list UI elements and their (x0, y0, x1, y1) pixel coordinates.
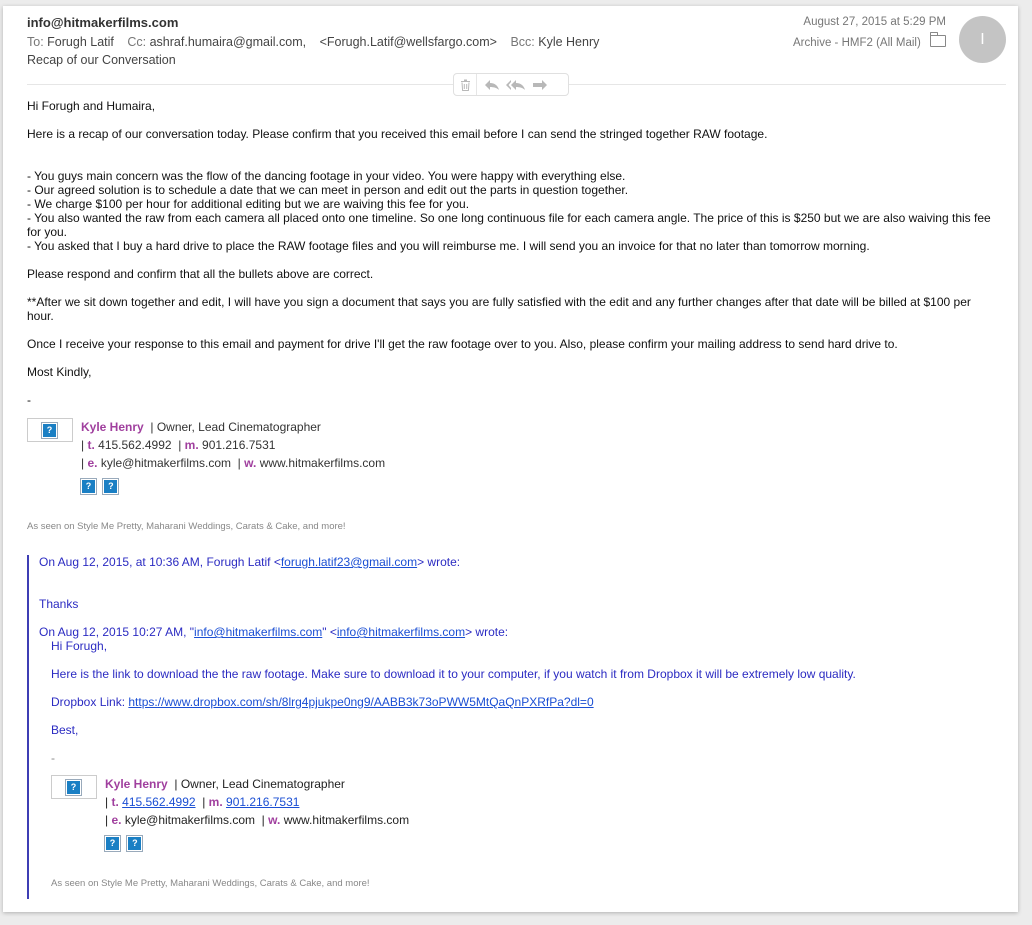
bullet-item: - Our agreed solution is to schedule a date that we can meet in person and edit out the parts in question together. (27, 183, 629, 197)
forward-button[interactable] (529, 74, 551, 95)
nested-quote (49, 639, 1018, 891)
quote-thanks: Thanks (39, 597, 79, 611)
phone-label: t. (87, 438, 95, 452)
bullet-item: - You asked that I buy a hard drive to place the RAW footage files and you will reimburse me. I will send you an invoice for that no later than tomorrow morning. (27, 239, 870, 253)
nested-seen-on-note: As seen on Style Me Pretty, Maharani Weddings, Carats & Cake, and more! (51, 878, 370, 889)
nested-mobile-label: m. (208, 795, 223, 809)
reply-all-button[interactable] (503, 74, 529, 95)
email-body (27, 99, 1000, 534)
message-toolbar (453, 73, 569, 96)
cc-recipient-2[interactable]: <Forugh.Latif@wellsfargo.com> (319, 35, 497, 49)
bullet-item: - You guys main concern was the flow of the dancing footage in your video. You were happy with everything else. (27, 169, 626, 183)
to-label: To: (27, 35, 44, 49)
reply-button[interactable] (481, 74, 503, 95)
nested-web-label: w. (268, 813, 281, 827)
nested-signature-logo-placeholder (51, 775, 97, 799)
bcc-recipient[interactable]: Kyle Henry (538, 35, 600, 49)
mobile-label: m. (184, 438, 199, 452)
bullet-item: - We charge $100 per hour for additional editing but we are waiving this fee for you. (27, 197, 470, 211)
cc-recipient-1[interactable]: ashraf.humaira@gmail.com, (149, 35, 307, 49)
quote-attribution-1: On Aug 12, 2015, at 10:36 AM, Forugh Latif <forugh.latif23@gmail.com> wrote: (39, 555, 461, 569)
recipients-line (27, 35, 599, 49)
info-email-link-2[interactable]: info@hitmakerfilms.com (336, 625, 466, 639)
social-icon[interactable]: ? (105, 836, 120, 851)
reply-icon (484, 79, 500, 91)
nested-signature-text: Kyle Henry | Owner, Lead Cinematographer | t. 415.562.4992 | m. 901.216.7531 | e. kyle@hitmakerfilms.com | w. www.hitmakerfilms.com ? ? (105, 775, 409, 851)
missing-image-icon: ? (42, 423, 57, 438)
social-icon[interactable]: ? (103, 479, 118, 494)
nested-signature (51, 775, 1018, 861)
nested-signature-title: | Owner, Lead Cinematographer (174, 777, 345, 791)
nested-signature-name: Kyle Henry (105, 777, 168, 791)
closing-dash: - (27, 393, 31, 407)
email-date: August 27, 2015 at 5:29 PM (803, 16, 946, 28)
social-icons (81, 476, 385, 494)
sender-avatar: I (959, 16, 1006, 63)
intro-paragraph: Here is a recap of our conversation today. Please confirm that you received this email before I can send the stringed together RAW footage. (27, 127, 768, 141)
nested-signature-website: www.hitmakerfilms.com (283, 813, 410, 827)
to-recipient[interactable]: Forugh Latif (47, 35, 114, 49)
mailbox-folder[interactable] (793, 35, 946, 49)
dropbox-line (51, 695, 1018, 709)
cc-label: Cc: (127, 35, 147, 49)
nested-dash: - (51, 751, 55, 765)
nested-link-paragraph: Here is the link to download the the raw footage. Make sure to download it to your computer, if you watch it from Dropbox it will be extremely low quality. (51, 667, 856, 681)
signature-text: Kyle Henry | Owner, Lead Cinematographer | t. 415.562.4992 | m. 901.216.7531 | e. kyle@hitmakerfilms.com | w. www.hitmakerfilms.com ? ? (81, 418, 385, 494)
folder-icon[interactable] (930, 35, 946, 47)
social-icon[interactable]: ? (81, 479, 96, 494)
dropbox-link[interactable]: https://www.dropbox.com/sh/8lrg4pjukpe0ng9/AABB3k73oPWW5MtQaQnPXRfPa?dl=0 (128, 695, 594, 709)
quote-attribution-2: On Aug 12, 2015 10:27 AM, "info@hitmakerfilms.com" <info@hitmakerfilms.com> wrote: (39, 625, 509, 639)
nested-mobile-link[interactable]: 901.216.7531 (226, 795, 300, 809)
email-subject: Recap of our Conversation (27, 53, 176, 67)
email-label: e. (87, 456, 98, 470)
bcc-label: Bcc: (510, 35, 535, 49)
social-icon[interactable]: ? (127, 836, 142, 851)
seen-on-note: As seen on Style Me Pretty, Maharani Weddings, Carats & Cake, and more! (27, 521, 346, 532)
nested-signature-email: kyle@hitmakerfilms.com (124, 813, 256, 827)
quoted-reply (27, 555, 1018, 899)
nested-social-icons (105, 833, 409, 851)
trash-button[interactable] (454, 74, 476, 95)
forward-icon (532, 79, 548, 91)
email-window (3, 6, 1018, 912)
trash-icon (460, 79, 471, 91)
folder-label: Archive - HMF2 (All Mail) (793, 37, 921, 49)
nested-phone-link[interactable]: 415.562.4992 (122, 795, 196, 809)
after-paragraph: **After we sit down together and edit, I will have you sign a document that says you are fully satisfied with the edit and any further changes after that date will be billed at $100 per hour. (27, 295, 971, 323)
reply-all-icon (505, 79, 527, 91)
email-signature (27, 418, 1000, 504)
web-label: w. (244, 456, 257, 470)
nested-phone-label: t. (111, 795, 119, 809)
closing: Most Kindly, (27, 365, 92, 379)
signature-email: kyle@hitmakerfilms.com (100, 456, 232, 470)
toolbar-separator (476, 74, 477, 95)
missing-image-icon: ? (66, 780, 81, 795)
info-email-link-1[interactable]: info@hitmakerfilms.com (194, 625, 323, 639)
nested-greeting: Hi Forugh, (51, 639, 108, 653)
nested-email-label: e. (111, 813, 122, 827)
nested-best: Best, (51, 723, 79, 737)
once-paragraph: Once I receive your response to this email and payment for drive I'll get the raw footage over to you. Also, please confirm your mailing address to send hard drive to. (27, 337, 898, 351)
signature-name: Kyle Henry (81, 420, 144, 434)
signature-logo-placeholder (27, 418, 73, 442)
greeting: Hi Forugh and Humaira, (27, 99, 156, 113)
signature-title: | Owner, Lead Cinematographer (150, 420, 321, 434)
signature-mobile: 901.216.7531 (202, 438, 276, 452)
sender-address[interactable]: info@hitmakerfilms.com (27, 15, 179, 30)
bullet-item: - You also wanted the raw from each camera all placed onto one timeline. So one long continuous file for each camera angle. The price of this is $250 but we are also waiving this fee for you. (27, 211, 991, 239)
forugh-email-link[interactable]: forugh.latif23@gmail.com (280, 555, 418, 569)
signature-phone: 415.562.4992 (98, 438, 172, 452)
dropbox-label: Dropbox Link: (51, 695, 129, 709)
confirm-paragraph: Please respond and confirm that all the bullets above are correct. (27, 267, 374, 281)
signature-website: www.hitmakerfilms.com (259, 456, 386, 470)
